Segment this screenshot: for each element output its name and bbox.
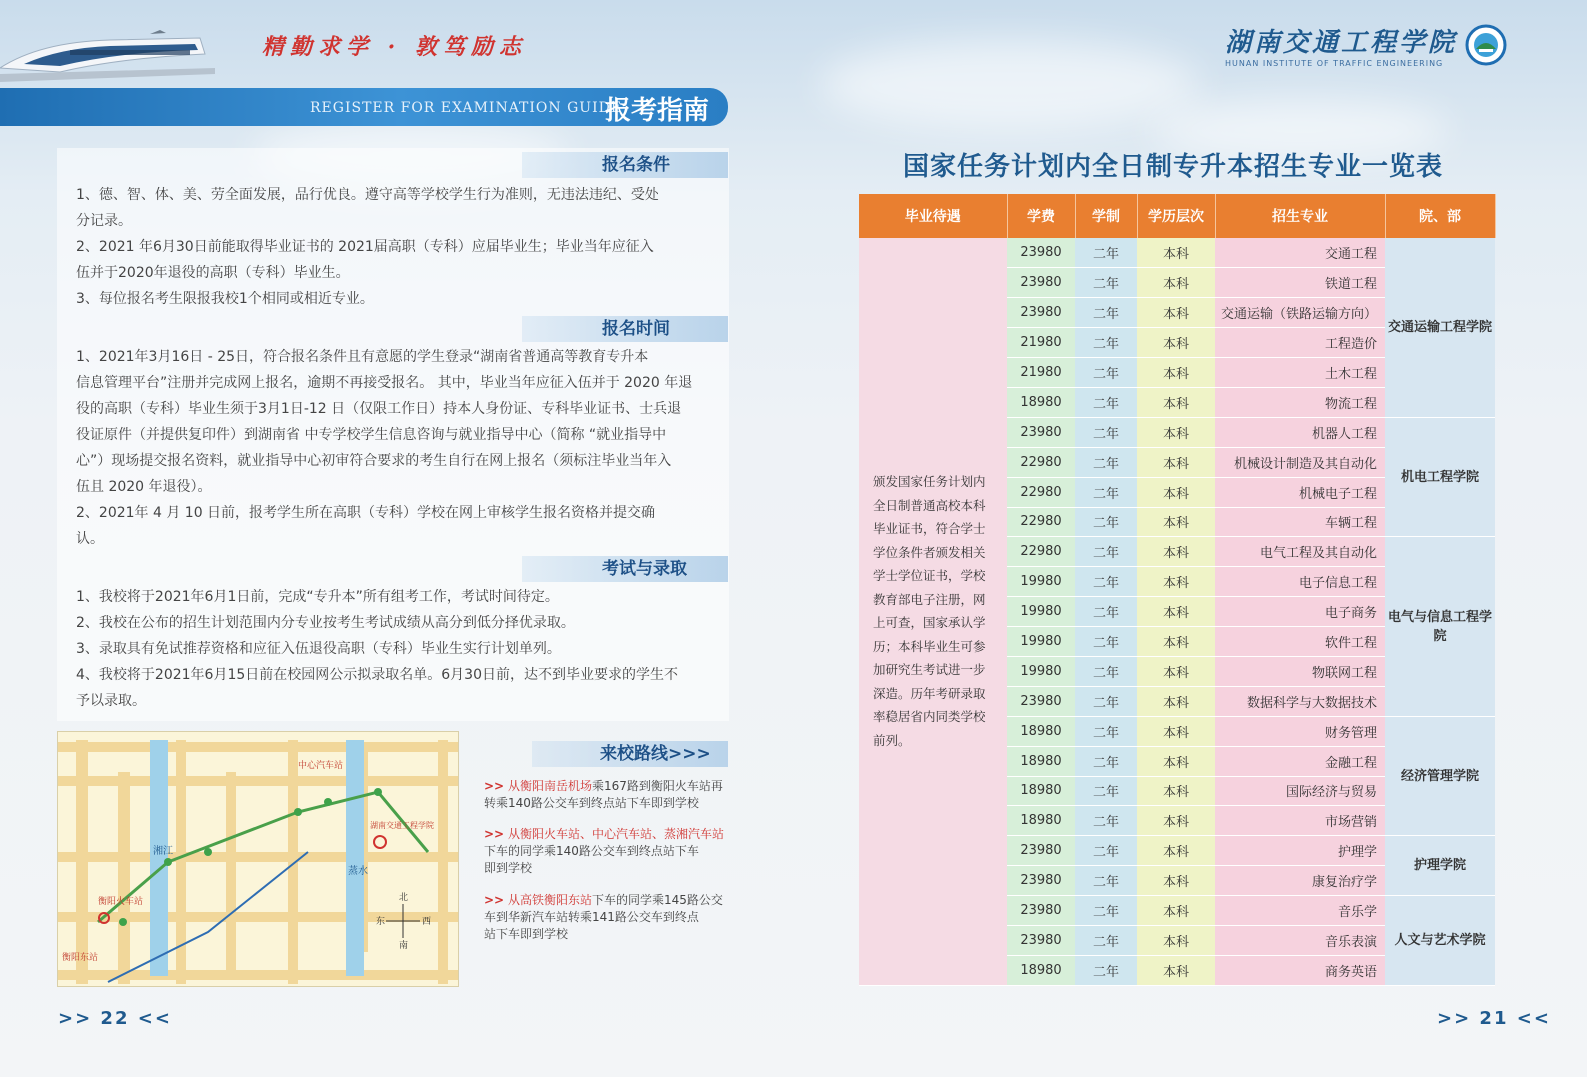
fee-cell: 18980 xyxy=(1007,776,1075,806)
level-cell: 本科 xyxy=(1137,776,1215,806)
route-origin: 从衡阳南岳机场 xyxy=(507,779,592,793)
college-seal-icon xyxy=(1465,24,1507,66)
major-cell: 电子商务 xyxy=(1215,597,1385,627)
registration-time-line: 役的高职（专科）毕业生须于3月1日-12 日（仅限工作日）持本人身份证、专科毕业证书、士兵退 xyxy=(76,401,682,417)
fee-cell: 22980 xyxy=(1007,447,1075,477)
level-cell: 本科 xyxy=(1137,238,1215,268)
level-cell: 本科 xyxy=(1137,537,1215,567)
level-cell: 本科 xyxy=(1137,597,1215,627)
major-cell: 金融工程 xyxy=(1215,746,1385,776)
fee-cell: 19980 xyxy=(1007,627,1075,657)
fee-cell: 23980 xyxy=(1007,417,1075,447)
map-label-school: 湖南交通工程学院 xyxy=(370,821,434,830)
years-cell: 二年 xyxy=(1075,656,1137,686)
table-title: 国家任务计划内全日制专升本招生专业一览表 xyxy=(903,152,1444,182)
years-cell: 二年 xyxy=(1075,268,1137,298)
fee-cell: 21980 xyxy=(1007,328,1075,358)
page-number-right: >> 21 << xyxy=(1437,1008,1551,1029)
table-header-row xyxy=(859,194,1495,238)
graduate-benefits: 颁发国家任务计划内全日制普通高校本科毕业证书，符合学士学位条件者颁发相关学士学位证书，学校教育部电子注册，网上可查，国家承认学历；本科毕业生可参加研究生考试进一步深造。历年考研录取率稳居省内同类学校前列。 xyxy=(859,238,1007,985)
years-cell: 二年 xyxy=(1075,806,1137,836)
major-cell: 交通工程 xyxy=(1215,238,1385,268)
registration-time-line: 役证原件（并提供复印件）到湖南省 中专学校学生信息咨询与就业指导中心（简称 “就业指导中 xyxy=(76,427,667,443)
years-cell: 二年 xyxy=(1075,238,1137,268)
majors-table xyxy=(859,194,1496,986)
fee-cell: 23980 xyxy=(1007,238,1075,268)
major-cell: 工程造价 xyxy=(1215,328,1385,358)
route-text: 转乘140路公交车到终点站下车即到学校 xyxy=(484,796,699,810)
map-label-center-station: 中心汽车站 xyxy=(298,761,344,771)
route-item xyxy=(484,892,723,943)
department-cell: 经济管理学院 xyxy=(1385,716,1495,836)
requirements-line: 伍并于2020年退役的高职（专科）毕业生。 xyxy=(76,265,350,281)
level-cell: 本科 xyxy=(1137,358,1215,388)
fee-cell: 21980 xyxy=(1007,358,1075,388)
section-title-requirements: 报名条件 xyxy=(522,152,728,178)
compass-icon xyxy=(376,891,431,951)
exam-admission-line: 3、录取具有免试推荐资格和应征入伍退役高职（专科）毕业生实行计划单列。 xyxy=(76,641,561,657)
level-cell: 本科 xyxy=(1137,746,1215,776)
section-title-registration-time: 报名时间 xyxy=(522,316,728,342)
major-cell: 财务管理 xyxy=(1215,716,1385,746)
level-cell: 本科 xyxy=(1137,896,1215,926)
major-cell: 国际经济与贸易 xyxy=(1215,776,1385,806)
map-label-xiang-river: 湘江 xyxy=(153,846,173,857)
fee-cell: 18980 xyxy=(1007,716,1075,746)
college-logo xyxy=(1225,22,1507,68)
map-label-zheng-river: 蒸水 xyxy=(348,866,368,877)
fee-cell: 19980 xyxy=(1007,567,1075,597)
exam-admission-line: 4、我校将于2021年6月15日前在校园网公示拟录取名单。6月30日前，达不到毕业要求的学生不 xyxy=(76,667,678,683)
level-cell: 本科 xyxy=(1137,716,1215,746)
years-cell: 二年 xyxy=(1075,298,1137,328)
major-cell: 电气工程及其自动化 xyxy=(1215,537,1385,567)
fee-cell: 23980 xyxy=(1007,896,1075,926)
major-cell: 土木工程 xyxy=(1215,358,1385,388)
years-cell: 二年 xyxy=(1075,627,1137,657)
level-cell: 本科 xyxy=(1137,447,1215,477)
requirements-line: 分记录。 xyxy=(76,213,132,229)
requirements-line: 2、2021 年6月30日前能取得毕业证书的 2021届高职（专科）应届毕业生；毕业当年应征入 xyxy=(76,239,654,255)
fee-cell: 18980 xyxy=(1007,387,1075,417)
compass-north: 北 xyxy=(399,893,409,903)
years-cell: 二年 xyxy=(1075,776,1137,806)
route-item xyxy=(484,826,724,877)
route-item xyxy=(484,778,723,812)
major-cell: 康复治疗学 xyxy=(1215,866,1385,896)
years-cell: 二年 xyxy=(1075,716,1137,746)
level-cell: 本科 xyxy=(1137,806,1215,836)
compass-east: 东 xyxy=(376,917,386,927)
table-row xyxy=(859,238,1495,268)
major-cell: 市场营销 xyxy=(1215,806,1385,836)
major-cell: 护理学 xyxy=(1215,836,1385,866)
major-cell: 物联网工程 xyxy=(1215,656,1385,686)
fee-cell: 23980 xyxy=(1007,268,1075,298)
level-cell: 本科 xyxy=(1137,387,1215,417)
department-cell: 机电工程学院 xyxy=(1385,417,1495,537)
major-cell: 铁道工程 xyxy=(1215,268,1385,298)
fee-cell: 22980 xyxy=(1007,477,1075,507)
school-slogan: 精勤求学 · 敦笃励志 xyxy=(262,34,527,60)
registration-time-line: 心”）现场提交报名资料，就业指导中心初审符合要求的考生自行在网上报名（须标注毕业当年入 xyxy=(76,453,672,469)
fee-cell: 18980 xyxy=(1007,806,1075,836)
route-origin: 从衡阳火车站、中心汽车站、蒸湘汽车站 xyxy=(507,827,724,841)
exam-admission-line: 2、我校在公布的招生计划范围内分专业按考生考试成绩从高分到低分择优录取。 xyxy=(76,615,575,631)
registration-time-line: 信息管理平台”注册并完成网上报名，逾期不再接受报名。 其中，毕业当年应征入伍并于 2020 年退 xyxy=(76,375,693,391)
years-cell: 二年 xyxy=(1075,746,1137,776)
fee-cell: 19980 xyxy=(1007,656,1075,686)
years-cell: 二年 xyxy=(1075,597,1137,627)
registration-time-line: 认。 xyxy=(76,531,104,547)
col-header-level: 学历层次 xyxy=(1137,194,1215,238)
major-cell: 软件工程 xyxy=(1215,627,1385,657)
years-cell: 二年 xyxy=(1075,866,1137,896)
major-cell: 商务英语 xyxy=(1215,955,1385,985)
route-text: 下车的同学乘140路公交车到终点站下车 xyxy=(484,844,699,858)
fee-cell: 23980 xyxy=(1007,836,1075,866)
years-cell: 二年 xyxy=(1075,447,1137,477)
guide-title-cn: 报考指南 xyxy=(605,96,710,126)
college-name-cn: 湖南交通工程学院 xyxy=(1224,28,1457,58)
major-cell: 车辆工程 xyxy=(1215,507,1385,537)
major-cell: 机器人工程 xyxy=(1215,417,1385,447)
level-cell: 本科 xyxy=(1137,627,1215,657)
requirements-line: 1、德、智、体、美、劳全面发展，品行优良。遵守高等学校学生行为准则，无违法违纪、受处 xyxy=(76,187,659,203)
col-header-benefits: 毕业待遇 xyxy=(859,194,1007,238)
years-cell: 二年 xyxy=(1075,955,1137,985)
level-cell: 本科 xyxy=(1137,686,1215,716)
col-header-major: 招生专业 xyxy=(1215,194,1385,238)
route-text: 站下车即到学校 xyxy=(484,927,569,941)
route-marker: >> xyxy=(484,893,505,907)
route-section-title: 来校路线>>> xyxy=(532,741,728,767)
route-text: 即到学校 xyxy=(484,861,533,875)
compass-west: 西 xyxy=(422,917,432,927)
level-cell: 本科 xyxy=(1137,417,1215,447)
fee-cell: 23980 xyxy=(1007,686,1075,716)
major-cell: 电子信息工程 xyxy=(1215,567,1385,597)
years-cell: 二年 xyxy=(1075,328,1137,358)
major-cell: 数据科学与大数据技术 xyxy=(1215,686,1385,716)
col-header-years: 学制 xyxy=(1075,194,1137,238)
fee-cell: 18980 xyxy=(1007,746,1075,776)
years-cell: 二年 xyxy=(1075,686,1137,716)
college-name-en: HUNAN INSTITUTE OF TRAFFIC ENGINEERING xyxy=(1224,59,1444,68)
years-cell: 二年 xyxy=(1075,477,1137,507)
department-cell: 电气与信息工程学院 xyxy=(1385,537,1495,716)
requirements-line: 3、每位报名考生限报我校1个相同或相近专业。 xyxy=(76,291,374,307)
fee-cell: 22980 xyxy=(1007,507,1075,537)
years-cell: 二年 xyxy=(1075,896,1137,926)
route-text: 下车的同学乘145路公交 xyxy=(591,893,723,907)
guide-banner xyxy=(0,88,728,126)
major-cell: 机械电子工程 xyxy=(1215,477,1385,507)
campus-route-map xyxy=(57,731,459,987)
department-cell: 交通运输工程学院 xyxy=(1385,238,1495,417)
section-title-exam-admission: 考试与录取 xyxy=(522,556,728,582)
compass-south: 南 xyxy=(399,941,409,951)
fee-cell: 23980 xyxy=(1007,925,1075,955)
route-marker: >> xyxy=(484,779,505,793)
map-label-east-station: 衡阳东站 xyxy=(62,953,99,963)
route-text: 乘167路到衡阳火车站再 xyxy=(591,779,723,793)
fee-cell: 23980 xyxy=(1007,866,1075,896)
years-cell: 二年 xyxy=(1075,925,1137,955)
level-cell: 本科 xyxy=(1137,268,1215,298)
exam-admission-line: 1、我校将于2021年6月1日前，完成“专升本”所有组考工作，考试时间待定。 xyxy=(76,589,559,605)
fee-cell: 22980 xyxy=(1007,537,1075,567)
fee-cell: 19980 xyxy=(1007,597,1075,627)
level-cell: 本科 xyxy=(1137,955,1215,985)
fee-cell: 18980 xyxy=(1007,955,1075,985)
fee-cell: 23980 xyxy=(1007,298,1075,328)
major-cell: 音乐表演 xyxy=(1215,925,1385,955)
years-cell: 二年 xyxy=(1075,417,1137,447)
years-cell: 二年 xyxy=(1075,387,1137,417)
col-header-department: 院、部 xyxy=(1385,194,1495,238)
guide-title-en: REGISTER FOR EXAMINATION GUIDE xyxy=(310,100,623,116)
page-number-left: >> 22 << xyxy=(58,1008,172,1029)
level-cell: 本科 xyxy=(1137,925,1215,955)
level-cell: 本科 xyxy=(1137,298,1215,328)
col-header-fee: 学费 xyxy=(1007,194,1075,238)
route-text: 车到华新汽车站转乘141路公交车到终点 xyxy=(484,910,699,924)
route-map-drawing xyxy=(58,732,459,987)
route-origin: 从高铁衡阳东站 xyxy=(507,893,592,907)
bullet-train-image xyxy=(0,28,215,86)
years-cell: 二年 xyxy=(1075,567,1137,597)
major-cell: 机械设计制造及其自动化 xyxy=(1215,447,1385,477)
years-cell: 二年 xyxy=(1075,358,1137,388)
major-cell: 交通运输（铁路运输方向） xyxy=(1215,298,1385,328)
years-cell: 二年 xyxy=(1075,507,1137,537)
major-cell: 音乐学 xyxy=(1215,896,1385,926)
level-cell: 本科 xyxy=(1137,507,1215,537)
map-label-railway-station: 衡阳火车站 xyxy=(98,897,144,907)
level-cell: 本科 xyxy=(1137,836,1215,866)
years-cell: 二年 xyxy=(1075,537,1137,567)
major-cell: 物流工程 xyxy=(1215,387,1385,417)
level-cell: 本科 xyxy=(1137,328,1215,358)
level-cell: 本科 xyxy=(1137,477,1215,507)
registration-time-line: 2、2021年 4 月 10 日前，报考学生所在高职（专科）学校在网上审核学生报名资格并提交确 xyxy=(76,505,656,521)
level-cell: 本科 xyxy=(1137,656,1215,686)
exam-admission-line: 予以录取。 xyxy=(76,693,146,709)
level-cell: 本科 xyxy=(1137,866,1215,896)
route-marker: >> xyxy=(484,827,505,841)
department-cell: 护理学院 xyxy=(1385,836,1495,896)
registration-time-line: 伍且 2020 年退役）。 xyxy=(76,479,212,495)
registration-time-line: 1、2021年3月16日 - 25日，符合报名条件且有意愿的学生登录“湖南省普通高等教育专升本 xyxy=(76,349,649,365)
level-cell: 本科 xyxy=(1137,567,1215,597)
years-cell: 二年 xyxy=(1075,836,1137,866)
department-cell: 人文与艺术学院 xyxy=(1385,896,1495,986)
